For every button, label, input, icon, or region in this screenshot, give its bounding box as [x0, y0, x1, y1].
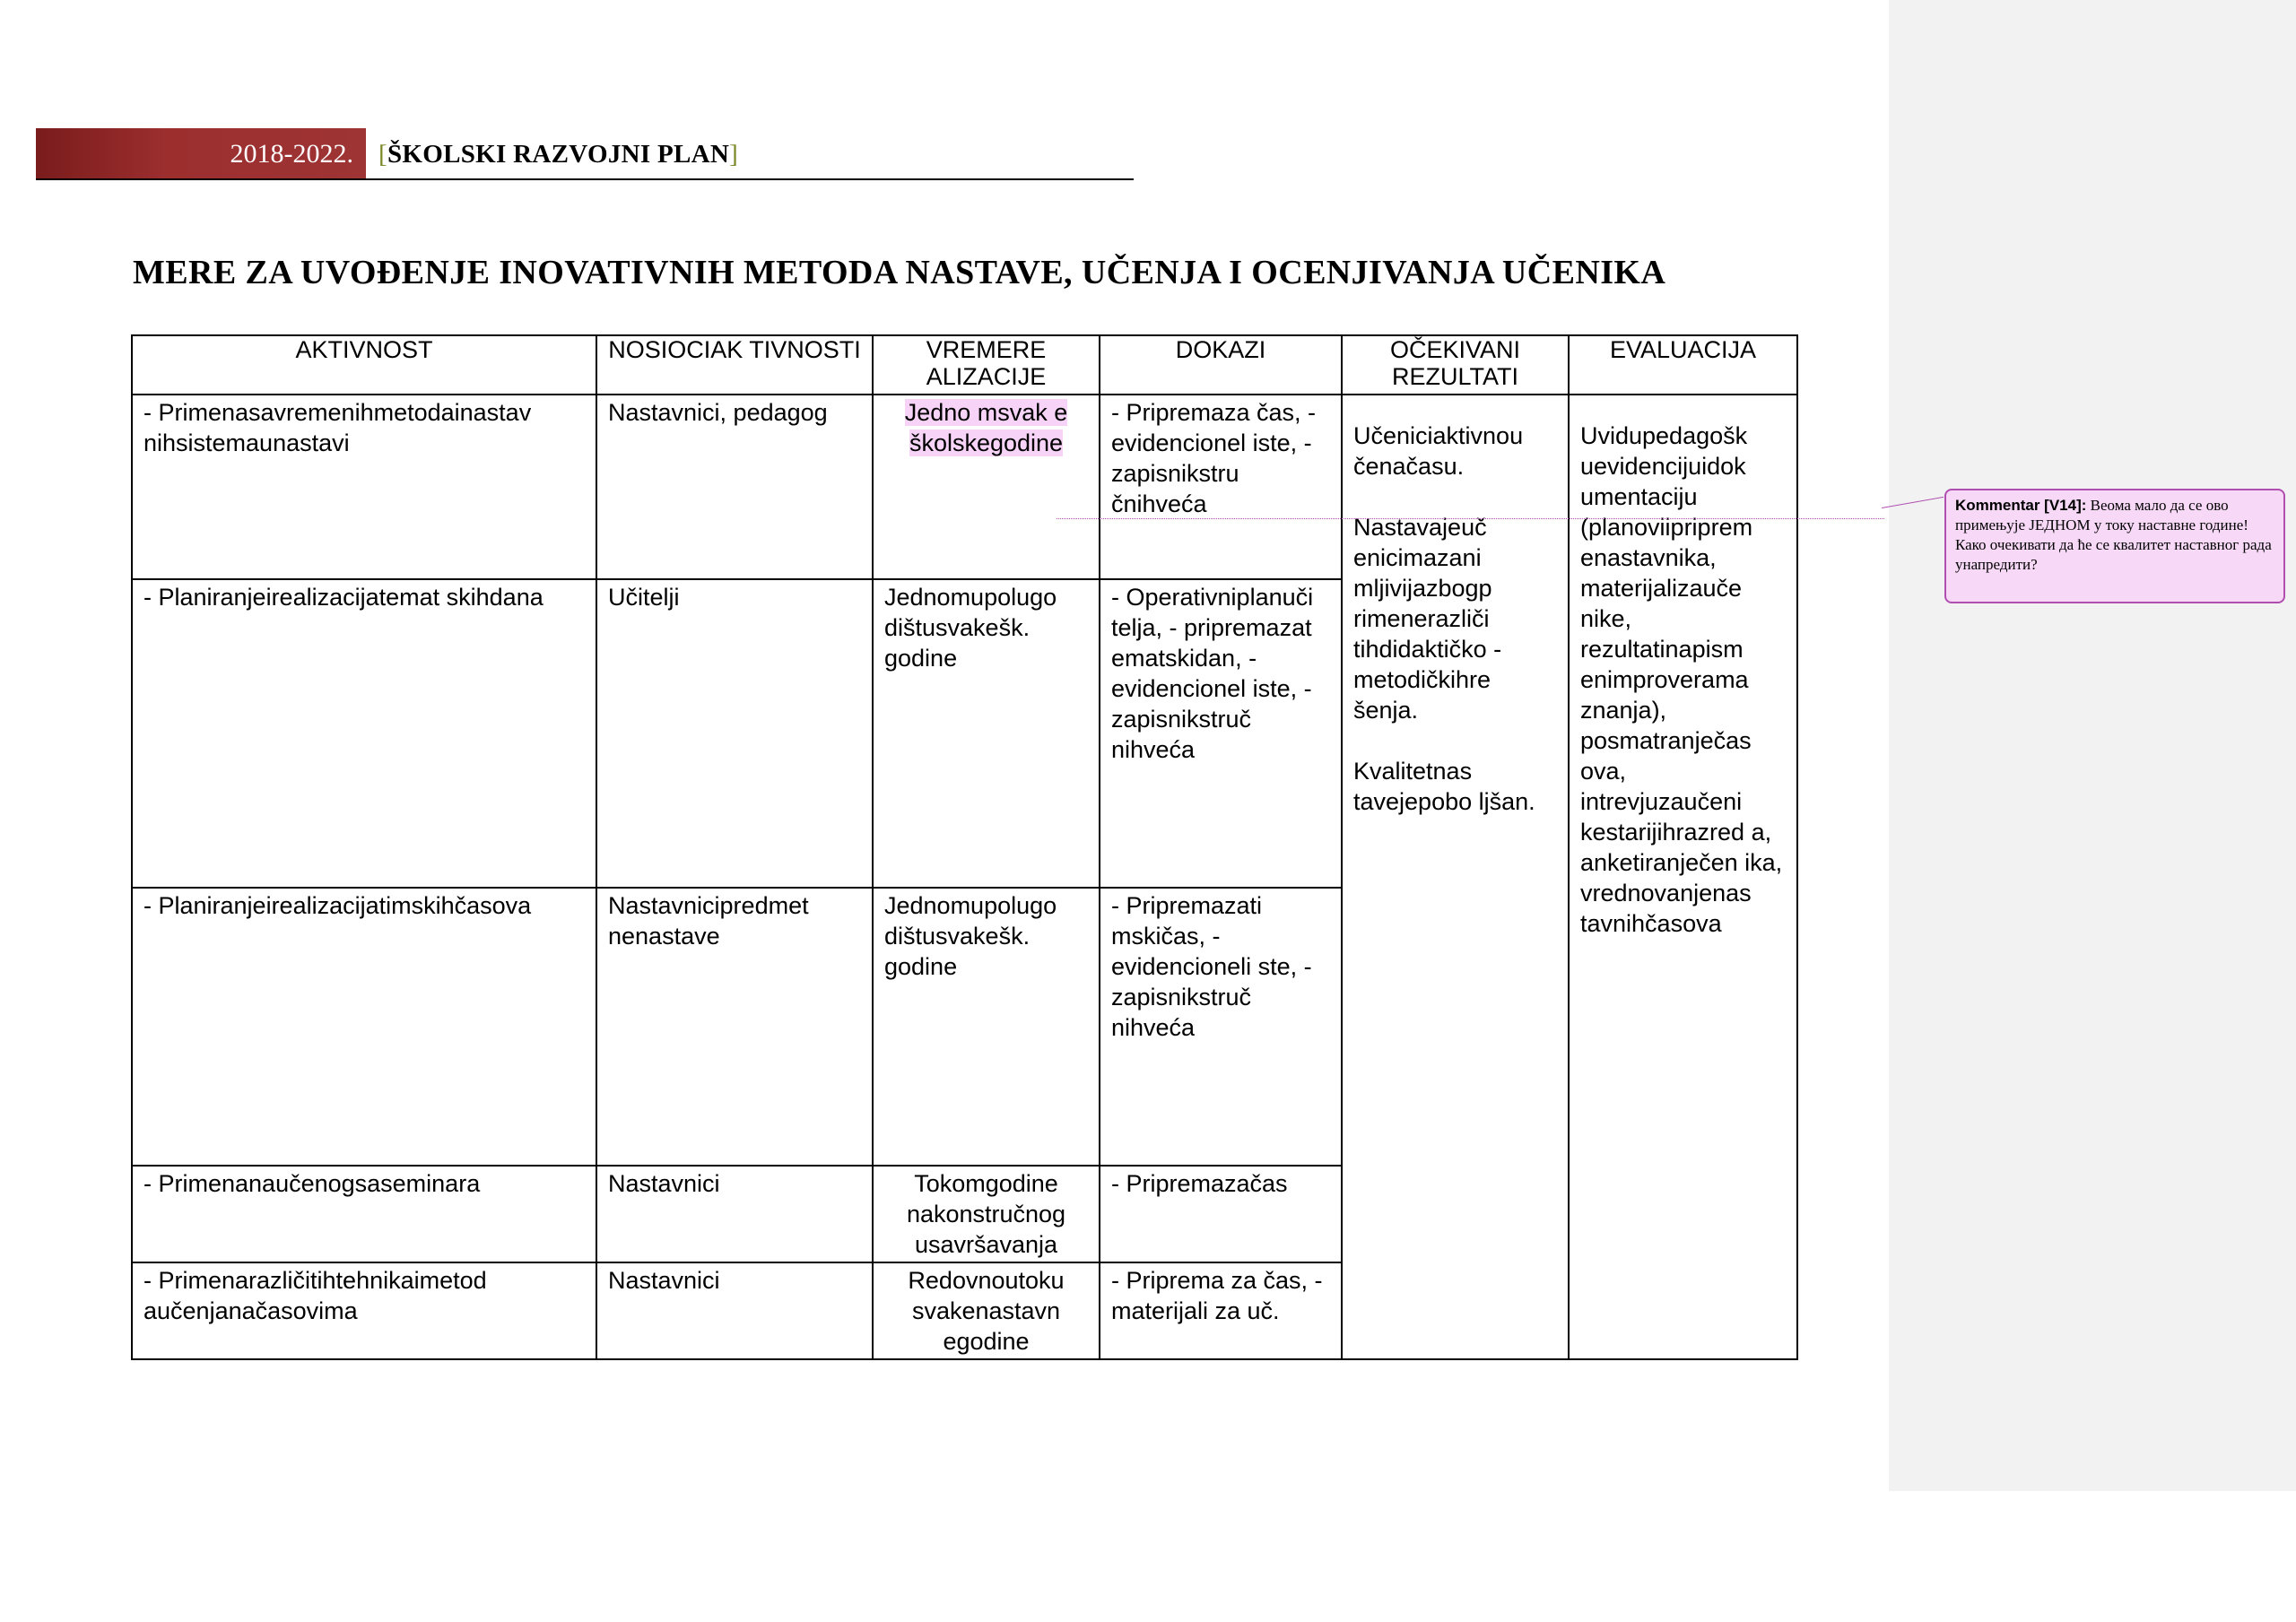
- activity-cell: - Primenasavremenihmetodainastav nihsistemaunastavi: [132, 395, 596, 579]
- evidence-cell: - Operativniplanuči telja, - pripremazat ematskidan, - evidencionel iste, - zapisnikstruč nihveća: [1100, 579, 1342, 888]
- page-header: [36, 128, 1134, 180]
- column-header: DOKAZI: [1100, 335, 1342, 395]
- header-year: 2018-2022.: [230, 139, 353, 169]
- column-header: VREMERE ALIZACIJE: [873, 335, 1100, 395]
- comment-text: Како очекивати да ће се квалитет наставног рада унапредити?: [1955, 536, 2272, 573]
- comment-connector-line: [1057, 518, 1884, 521]
- evidence-cell: - Pripremaza čas, - evidencionel iste, - zapisnikstru čnihveća: [1100, 395, 1342, 579]
- time-cell: Redovnoutoku svakenastavn egodine: [873, 1262, 1100, 1359]
- evaluation-cell: Uvidupedagošk uevidencijuidok umentaciju (planoviipriprem enastavnika, materijalizauče nike, rezultatinapism enimproverama znanja), posmatranječas ova, intrevjuzaučeni kestarijihrazred a, anketiranječen ika, vrednovanjenas tavnihčasova: [1569, 395, 1797, 1359]
- table-header-row: [132, 335, 1797, 395]
- holders-cell: Nastavnici, pedagog: [596, 395, 873, 579]
- expected-results-p2: Nastavajeuč enicimazani mljivijazbogp rimenerazliči tihdidaktičko - metodičkihre šenja.: [1353, 514, 1502, 724]
- column-header: AKTIVNOST: [132, 335, 596, 395]
- column-header: OČEKIVANI REZULTATI: [1342, 335, 1569, 395]
- time-cell: Jednomupolugo dištusvakešk. godine: [873, 579, 1100, 888]
- time-cell[interactable]: [873, 395, 1100, 579]
- activity-cell: - Primenarazličitihtehnikaimetod aučenjanačasovima: [132, 1262, 596, 1359]
- column-header: NOSIOCIAK TIVNOSTI: [596, 335, 873, 395]
- header-rule: [36, 178, 1134, 180]
- expected-results-p3: Kvalitetnas tavejepobo ljšan.: [1353, 758, 1535, 815]
- column-header: EVALUACIJA: [1569, 335, 1797, 395]
- time-cell: Jednomupolugo dištusvakešk. godine: [873, 888, 1100, 1166]
- comment-author: Kommentar [V14]:: [1955, 497, 2087, 514]
- activity-cell: - Primenanaučenogsaseminara: [132, 1166, 596, 1262]
- evidence-cell: - Pripremazati mskičas, - evidencioneli ste, - zapisnikstruč nihveća: [1100, 888, 1342, 1166]
- bracket-open: [: [378, 139, 387, 169]
- activity-cell: - Planiranjeirealizacijatemat skihdana: [132, 579, 596, 888]
- section-title: MERE ZA UVOĐENJE INOVATIVNIH METODA NASTAVE, UČENJA I OCENJIVANJA UČENIKA: [133, 254, 1666, 291]
- comment-pane: [1889, 0, 2296, 1491]
- plan-table: [131, 334, 1798, 1360]
- holders-cell: Učitelji: [596, 579, 873, 888]
- expected-results-cell: [1342, 395, 1569, 1359]
- activity-cell: - Planiranjeirealizacijatimskihčasova: [132, 888, 596, 1166]
- holders-cell: Nastavnicipredmet nenastave: [596, 888, 873, 1166]
- header-title: [378, 128, 738, 180]
- holders-cell: Nastavnici: [596, 1166, 873, 1262]
- year-band: [36, 128, 366, 180]
- comment-text: Веома мало да се ово примењује ЈЕДНОМ у току наставне године!: [1955, 497, 2248, 533]
- evidence-cell: - Priprema za čas, -materijali za uč.: [1100, 1262, 1342, 1359]
- bracket-close: ]: [729, 139, 739, 169]
- header-title-text: ŠKOLSKI RAZVOJNI PLAN: [387, 139, 730, 169]
- commented-text[interactable]: Jedno msvak e školskegodine: [904, 399, 1068, 456]
- comment-balloon[interactable]: [1944, 489, 2285, 603]
- evidence-cell: - Pripremazačas: [1100, 1166, 1342, 1262]
- expected-results-p1: Učeniciaktivnou čenačasu.: [1353, 422, 1524, 480]
- time-cell: Tokomgodine nakonstručnog usavršavanja: [873, 1166, 1100, 1262]
- table-row: [132, 395, 1797, 579]
- holders-cell: Nastavnici: [596, 1262, 873, 1359]
